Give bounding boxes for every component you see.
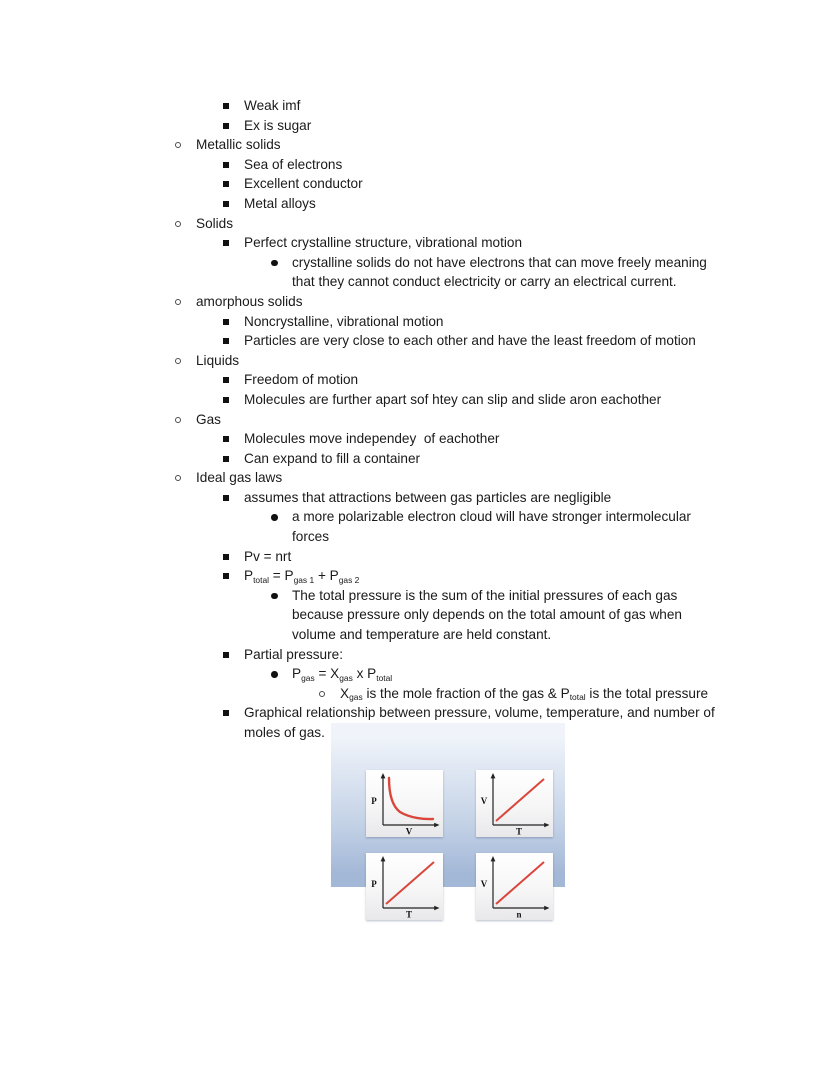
list-item-text: $P_{total} = P_{gas 1} + P_{gas 2}$ — [244, 568, 360, 585]
mini-chart-p-vs-t — [366, 853, 443, 920]
bullet-square-icon — [223, 377, 229, 383]
list-item — [268, 507, 725, 546]
list-item — [220, 370, 725, 390]
svg-text:T: T — [515, 826, 522, 837]
bullet-square-icon — [223, 103, 229, 109]
bullet-square-icon — [223, 201, 229, 207]
svg-text:V: V — [480, 879, 487, 890]
list-item — [220, 547, 725, 567]
bullet-square-icon — [223, 554, 229, 560]
list-item-text: a more polarizable electron cloud will have stronger intermolecular forces — [292, 509, 695, 545]
list-item-text: Perfect crystalline structure, vibrational motion — [244, 235, 523, 251]
list-item — [220, 194, 725, 214]
svg-text:V: V — [480, 796, 487, 807]
bullet-square-icon — [223, 162, 229, 168]
list-item-text: Excellent conductor — [244, 176, 363, 192]
figure-panel-grid — [331, 762, 565, 926]
bullet-square-icon — [223, 123, 229, 129]
bullet-square-icon — [223, 652, 229, 658]
list-item — [220, 331, 725, 351]
notes-list — [172, 96, 725, 920]
list-item-text: The total pressure is the sum of the initial pressures of each gas because pressure only depends on the total amount of gas when volume and temperature are held constant. — [292, 587, 686, 643]
bullet-circle-filled-icon — [271, 593, 278, 600]
svg-text:P: P — [370, 796, 377, 807]
bullet-square-icon — [223, 495, 229, 501]
bullet-circle-hollow-icon — [175, 417, 181, 423]
list-item-text: Gas — [196, 411, 221, 427]
list-item — [220, 429, 725, 449]
bullet-circle-hollow-icon — [175, 221, 181, 227]
list-item-text: Can expand to fill a container — [244, 450, 421, 466]
bullet-square-icon — [223, 573, 229, 579]
bullet-square-icon — [223, 319, 229, 325]
svg-text:n: n — [516, 909, 522, 920]
mini-chart-v-vs-n — [476, 853, 553, 920]
svg-text:P: P — [370, 879, 377, 890]
gas-laws-figure-image — [331, 723, 565, 920]
list-item-text: Molecules are further apart sof htey can slip and slide aron eachother — [244, 391, 662, 407]
svg-text:T: T — [405, 909, 412, 920]
bullet-square-icon — [223, 240, 229, 246]
list-item-text: Liquids — [196, 352, 240, 368]
list-item-text: Freedom of motion — [244, 372, 359, 388]
bullet-circle-filled-icon — [271, 260, 278, 267]
list-item — [220, 566, 725, 586]
bullet-circle-hollow-icon — [319, 691, 325, 697]
list-item-text: assumes that attractions between gas particles are negligible — [244, 489, 612, 505]
list-item-text: Particles are very close to each other and have the least freedom of motion — [244, 333, 696, 349]
list-item — [220, 96, 725, 116]
list-item-text: Solids — [196, 215, 234, 231]
list-item-text: Noncrystalline, vibrational motion — [244, 313, 444, 329]
list-item-text: crystalline solids do not have electrons that can move freely meaning that they cannot conduct electricity or carry an electrical current. — [292, 254, 711, 290]
list-item — [220, 645, 725, 665]
list-item — [220, 312, 725, 332]
mini-chart-p-vs-v — [366, 770, 443, 837]
list-item — [220, 174, 725, 194]
list-item-text: Partial pressure: — [244, 646, 343, 662]
list-item — [220, 233, 725, 253]
list-item — [220, 488, 725, 508]
bullet-circle-filled-icon — [271, 514, 278, 521]
list-item — [172, 135, 725, 155]
bullet-square-icon — [223, 338, 229, 344]
list-item — [268, 253, 725, 292]
svg-text:V: V — [405, 826, 412, 837]
list-item — [220, 390, 725, 410]
list-item — [316, 684, 725, 704]
list-item-text: $P_{gas} = X_{gas}$ x $P_{total}$ — [292, 666, 393, 683]
list-item-text: amorphous solids — [196, 293, 303, 309]
bullet-square-icon — [223, 397, 229, 403]
list-item-text: Pv = nrt — [244, 548, 292, 564]
list-item — [172, 351, 725, 371]
list-item-text: Molecules move independey of eachother — [244, 431, 500, 447]
list-item — [172, 292, 725, 312]
list-item — [172, 214, 725, 234]
bullet-circle-hollow-icon — [175, 358, 181, 364]
list-item — [268, 664, 725, 684]
list-item — [220, 155, 725, 175]
list-item-text: $X_{gas}$ is the mole fraction of the gas & $P_{total}$ is the total pressure — [340, 685, 709, 703]
bullet-square-icon — [223, 181, 229, 187]
mini-chart-v-vs-t — [476, 770, 553, 837]
bullet-square-icon — [223, 436, 229, 442]
bullet-circle-hollow-icon — [175, 475, 181, 481]
bullet-circle-hollow-icon — [175, 142, 181, 148]
list-item-text: Weak imf — [244, 98, 301, 113]
list-item-text: Metal alloys — [244, 195, 316, 211]
list-item-text: Sea of electrons — [244, 156, 343, 172]
bullet-square-icon — [223, 710, 229, 716]
bullet-circle-hollow-icon — [175, 299, 181, 305]
list-item — [268, 586, 725, 645]
list-item-text: Ex is sugar — [244, 117, 312, 133]
list-item — [172, 468, 725, 488]
list-item-text: Metallic solids — [196, 137, 281, 153]
list-item — [220, 703, 725, 920]
bullet-circle-filled-icon — [271, 671, 278, 678]
list-item — [172, 410, 725, 430]
bullet-square-icon — [223, 456, 229, 462]
list-item — [220, 116, 725, 136]
list-item — [220, 449, 725, 469]
list-item-text: Ideal gas laws — [196, 470, 283, 486]
list-item-text: Graphical relationship between pressure, volume, temperature, and number of moles of gas. P V V T P T V n — [244, 705, 719, 740]
